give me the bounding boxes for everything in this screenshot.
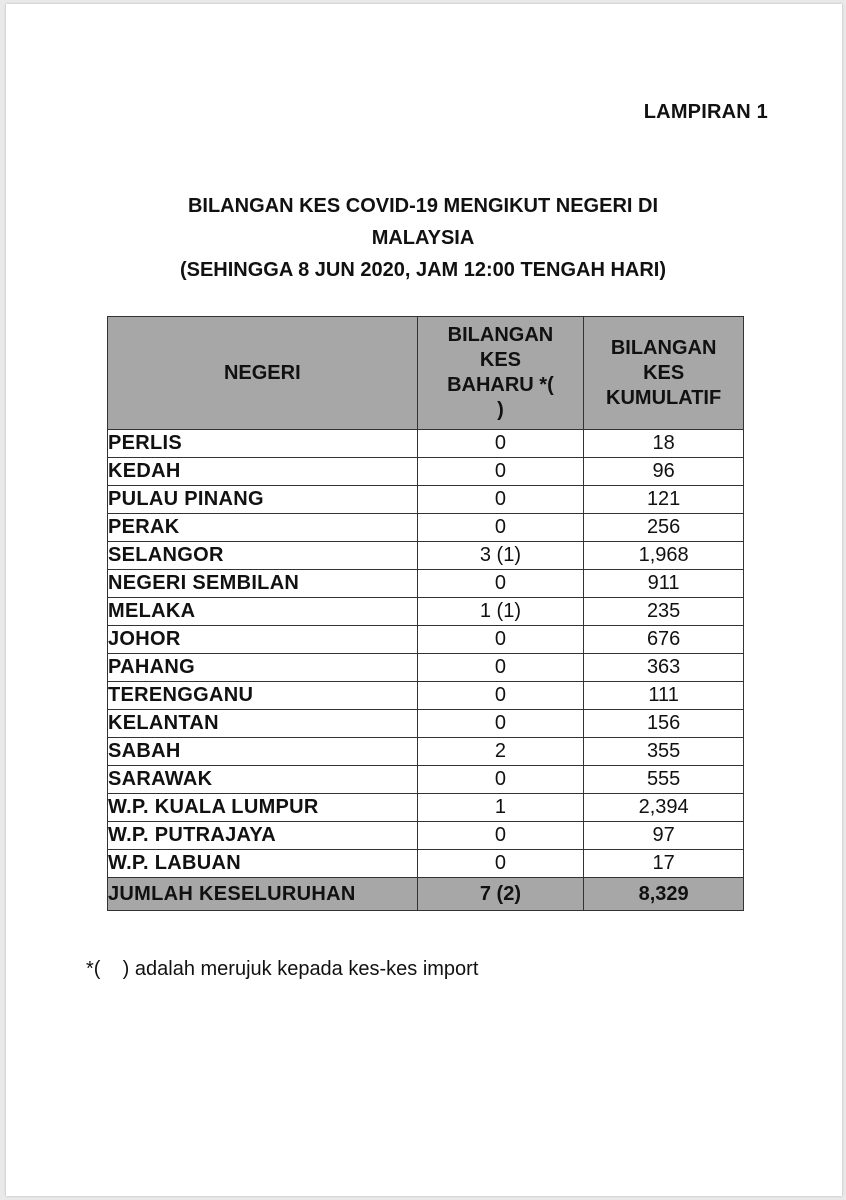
new-cases: 3 (1) (417, 542, 584, 570)
total-label: JUMLAH KESELURUHAN (108, 878, 418, 911)
table-row (108, 710, 744, 738)
cumulative-cases: 256 (584, 514, 744, 542)
header-kes-kumulatif-line: BILANGAN (610, 336, 717, 359)
header-negeri: NEGERI (108, 317, 418, 430)
cumulative-cases: 18 (584, 430, 744, 458)
title-line-2: MALAYSIA (371, 227, 475, 249)
title-line-3: (SEHINGGA 8 JUN 2020, JAM 12:00 TENGAH HARI) (179, 259, 667, 281)
table-row (108, 654, 744, 682)
state-name: TERENGGANU (108, 682, 418, 710)
table-row (108, 794, 744, 822)
state-name: W.P. KUALA LUMPUR (108, 794, 418, 822)
total-new-cases: 7 (2) (417, 878, 584, 911)
state-name: PERLIS (108, 430, 418, 458)
table-row (108, 738, 744, 766)
cumulative-cases: 111 (584, 682, 744, 710)
cumulative-cases: 235 (584, 598, 744, 626)
state-name: MELAKA (108, 598, 418, 626)
cumulative-cases: 676 (584, 626, 744, 654)
cumulative-cases: 17 (584, 850, 744, 878)
table-row (108, 766, 744, 794)
header-kes-kumulatif-line: KES (643, 361, 685, 384)
cumulative-cases: 96 (584, 458, 744, 486)
state-name: PERAK (108, 514, 418, 542)
new-cases: 0 (417, 514, 584, 542)
table-row (108, 514, 744, 542)
new-cases: 1 (1) (417, 598, 584, 626)
cumulative-cases: 911 (584, 570, 744, 598)
cumulative-cases: 555 (584, 766, 744, 794)
state-name: PAHANG (108, 654, 418, 682)
state-name: JOHOR (108, 626, 418, 654)
table-header-row (108, 317, 744, 430)
header-kes-baharu (417, 317, 584, 430)
table-row (108, 486, 744, 514)
state-name: SARAWAK (108, 766, 418, 794)
table-row (108, 682, 744, 710)
table-row (108, 430, 744, 458)
new-cases: 0 (417, 822, 584, 850)
new-cases: 0 (417, 766, 584, 794)
new-cases: 0 (417, 626, 584, 654)
covid-cases-table (107, 316, 744, 911)
header-kes-baharu-line: ) (497, 399, 504, 421)
new-cases: 2 (417, 738, 584, 766)
state-name: W.P. PUTRAJAYA (108, 822, 418, 850)
cumulative-cases: 97 (584, 822, 744, 850)
header-kes-kumulatif (584, 317, 744, 430)
table-row (108, 570, 744, 598)
new-cases: 0 (417, 850, 584, 878)
new-cases: 0 (417, 710, 584, 738)
new-cases: 0 (417, 486, 584, 514)
title-line-1: BILANGAN KES COVID-19 MENGIKUT NEGERI DI (187, 195, 659, 217)
cumulative-cases: 355 (584, 738, 744, 766)
state-name: KEDAH (108, 458, 418, 486)
new-cases: 0 (417, 570, 584, 598)
cumulative-cases: 363 (584, 654, 744, 682)
header-kes-baharu-line: KES (479, 349, 521, 371)
state-name: SELANGOR (108, 542, 418, 570)
header-kes-baharu-line: BAHARU *( (447, 374, 554, 396)
table-row (108, 458, 744, 486)
total-row (108, 878, 744, 911)
state-name: SABAH (108, 738, 418, 766)
state-name: W.P. LABUAN (108, 850, 418, 878)
table-row (108, 598, 744, 626)
document-title (0, 190, 846, 286)
table-row (108, 626, 744, 654)
cumulative-cases: 121 (584, 486, 744, 514)
cumulative-cases: 156 (584, 710, 744, 738)
new-cases: 0 (417, 654, 584, 682)
table-row (108, 850, 744, 878)
new-cases: 0 (417, 682, 584, 710)
new-cases: 0 (417, 458, 584, 486)
total-cumulative-cases: 8,329 (584, 878, 744, 911)
state-name: PULAU PINANG (108, 486, 418, 514)
cumulative-cases: 1,968 (584, 542, 744, 570)
state-name: KELANTAN (108, 710, 418, 738)
header-kes-baharu-line: BILANGAN (447, 324, 554, 346)
table-row (108, 542, 744, 570)
new-cases: 0 (417, 430, 584, 458)
table-body (108, 430, 744, 911)
table-row (108, 822, 744, 850)
footnote: *( ) adalah merujuk kepada kes-kes import (86, 958, 479, 980)
state-name: NEGERI SEMBILAN (108, 570, 418, 598)
new-cases: 1 (417, 794, 584, 822)
cumulative-cases: 2,394 (584, 794, 744, 822)
header-kes-kumulatif-line: KUMULATIF (606, 386, 722, 409)
lampiran-label: LAMPIRAN 1 (643, 101, 768, 123)
